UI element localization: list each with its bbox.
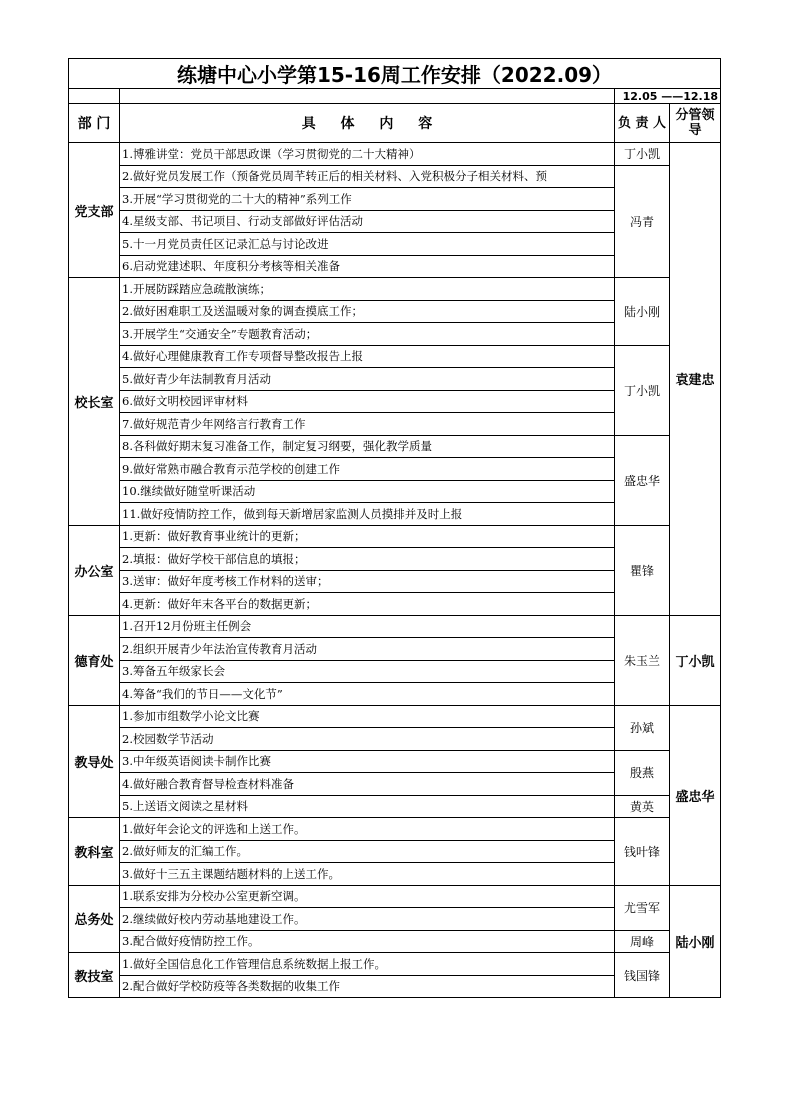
task-item: 8.各科做好期末复习准备工作，制定复习纲要，强化教学质量 xyxy=(120,435,615,458)
dept-party-branch: 党支部 xyxy=(69,143,120,278)
table-row xyxy=(69,165,721,188)
task-item: 7.做好规范青少年网络言行教育工作 xyxy=(120,413,615,436)
table-row xyxy=(69,143,721,166)
task-item: 1.参加市组数学小论文比赛 xyxy=(120,705,615,728)
table-row xyxy=(69,818,721,841)
owner-cell: 钱叶锋 xyxy=(615,818,670,886)
table-row xyxy=(69,953,721,976)
owner-cell: 朱玉兰 xyxy=(615,615,670,705)
task-item: 3.送审：做好年度考核工作材料的送审； xyxy=(120,570,615,593)
table-row xyxy=(69,525,721,548)
task-item: 5.上送语文阅读之星材料 xyxy=(120,795,615,818)
task-item: 4.更新：做好年末各平台的数据更新； xyxy=(120,593,615,616)
table-row xyxy=(69,705,721,728)
leader-cell: 袁建忠 xyxy=(670,143,721,616)
task-item: 4.做好心理健康教育工作专项督导整改报告上报 xyxy=(120,345,615,368)
owner-cell: 陆小刚 xyxy=(615,278,670,346)
header-owner: 负 责 人 xyxy=(615,104,670,143)
schedule-table xyxy=(68,58,721,998)
dept-tech-office: 教技室 xyxy=(69,953,120,998)
task-item: 2.校园数学节活动 xyxy=(120,728,615,751)
dept-general-office: 办公室 xyxy=(69,525,120,615)
task-item: 1.召开12月份班主任例会 xyxy=(120,615,615,638)
table-row xyxy=(69,278,721,301)
task-item: 2.做好困难职工及送温暖对象的调查摸底工作； xyxy=(120,300,615,323)
work-schedule-sheet xyxy=(68,58,720,998)
task-item: 3.开展“学习贯彻党的二十大的精神”系列工作 xyxy=(120,188,615,211)
task-item: 3.中年级英语阅读卡制作比赛 xyxy=(120,750,615,773)
task-item: 1.开展防踩踏应急疏散演练； xyxy=(120,278,615,301)
task-item: 2.做好师友的汇编工作。 xyxy=(120,840,615,863)
task-item: 3.开展学生“交通安全”专题教育活动； xyxy=(120,323,615,346)
task-item: 5.做好青少年法制教育月活动 xyxy=(120,368,615,391)
owner-cell: 丁小凯 xyxy=(615,345,670,435)
table-row xyxy=(69,885,721,908)
owner-cell: 周峰 xyxy=(615,930,670,953)
owner-cell: 殷燕 xyxy=(615,750,670,795)
leader-cell: 丁小凯 xyxy=(670,615,721,705)
task-item: 2.填报：做好学校干部信息的填报； xyxy=(120,548,615,571)
dept-moral-education: 德育处 xyxy=(69,615,120,705)
leader-cell: 陆小刚 xyxy=(670,885,721,998)
task-item: 1.联系安排为分校办公室更新空调。 xyxy=(120,885,615,908)
task-item: 4.筹备“我们的节日——文化节” xyxy=(120,683,615,706)
task-item: 2.做好党员发展工作（预备党员周芊转正后的相关材料、入党积极分子相关材料、预 xyxy=(120,165,615,188)
owner-cell: 丁小凯 xyxy=(615,143,670,166)
task-item: 1.更新：做好教育事业统计的更新； xyxy=(120,525,615,548)
title-row xyxy=(69,59,721,89)
task-item: 5.十一月党员责任区记录汇总与讨论改进 xyxy=(120,233,615,256)
task-item: 1.做好全国信息化工作管理信息系统数据上报工作。 xyxy=(120,953,615,976)
owner-cell: 冯青 xyxy=(615,165,670,278)
owner-cell: 黄英 xyxy=(615,795,670,818)
date-row xyxy=(69,89,721,104)
task-item: 2.组织开展青少年法治宣传教育月活动 xyxy=(120,638,615,661)
task-item: 4.星级支部、书记项目、行动支部做好评估活动 xyxy=(120,210,615,233)
task-item: 3.做好十三五主课题结题材料的上送工作。 xyxy=(120,863,615,886)
task-item: 1.做好年会论文的评选和上送工作。 xyxy=(120,818,615,841)
table-row xyxy=(69,930,721,953)
header-row xyxy=(69,104,721,143)
owner-cell: 孙斌 xyxy=(615,705,670,750)
table-row xyxy=(69,345,721,368)
table-row xyxy=(69,435,721,458)
task-item: 4.做好融合教育督导检查材料准备 xyxy=(120,773,615,796)
task-item: 11.做好疫情防控工作，做到每天新增居家监测人员摸排并及时上报 xyxy=(120,503,615,526)
task-item: 6.做好文明校园评审材料 xyxy=(120,390,615,413)
header-content: 具 体 内 容 xyxy=(120,104,615,143)
task-item: 3.筹备五年级家长会 xyxy=(120,660,615,683)
leader-cell: 盛忠华 xyxy=(670,705,721,885)
page-title: 练塘中心小学第15-16周工作安排（2022.09） xyxy=(69,59,721,89)
dept-principal-office: 校长室 xyxy=(69,278,120,526)
task-item: 9.做好常熟市融合教育示范学校的创建工作 xyxy=(120,458,615,481)
owner-cell: 瞿锋 xyxy=(615,525,670,615)
header-dept: 部 门 xyxy=(69,104,120,143)
owner-cell: 钱国锋 xyxy=(615,953,670,998)
date-range: 12.05 ——12.18 xyxy=(615,89,721,104)
task-item: 6.启动党建述职、年度积分考核等相关准备 xyxy=(120,255,615,278)
owner-cell: 盛忠华 xyxy=(615,435,670,525)
task-item: 10.继续做好随堂听课活动 xyxy=(120,480,615,503)
task-item: 3.配合做好疫情防控工作。 xyxy=(120,930,615,953)
dept-teaching-affairs: 教导处 xyxy=(69,705,120,818)
task-item: 2.继续做好校内劳动基地建设工作。 xyxy=(120,908,615,931)
table-row xyxy=(69,750,721,773)
dept-general-affairs: 总务处 xyxy=(69,885,120,953)
task-item: 2.配合做好学校防疫等各类数据的收集工作 xyxy=(120,975,615,998)
header-leader: 分管领导 xyxy=(670,104,721,143)
dept-research-office: 教科室 xyxy=(69,818,120,886)
task-item: 1.博雅讲堂：党员干部思政课（学习贯彻党的二十大精神） xyxy=(120,143,615,166)
table-row xyxy=(69,795,721,818)
table-row xyxy=(69,615,721,638)
owner-cell: 尤雪军 xyxy=(615,885,670,930)
